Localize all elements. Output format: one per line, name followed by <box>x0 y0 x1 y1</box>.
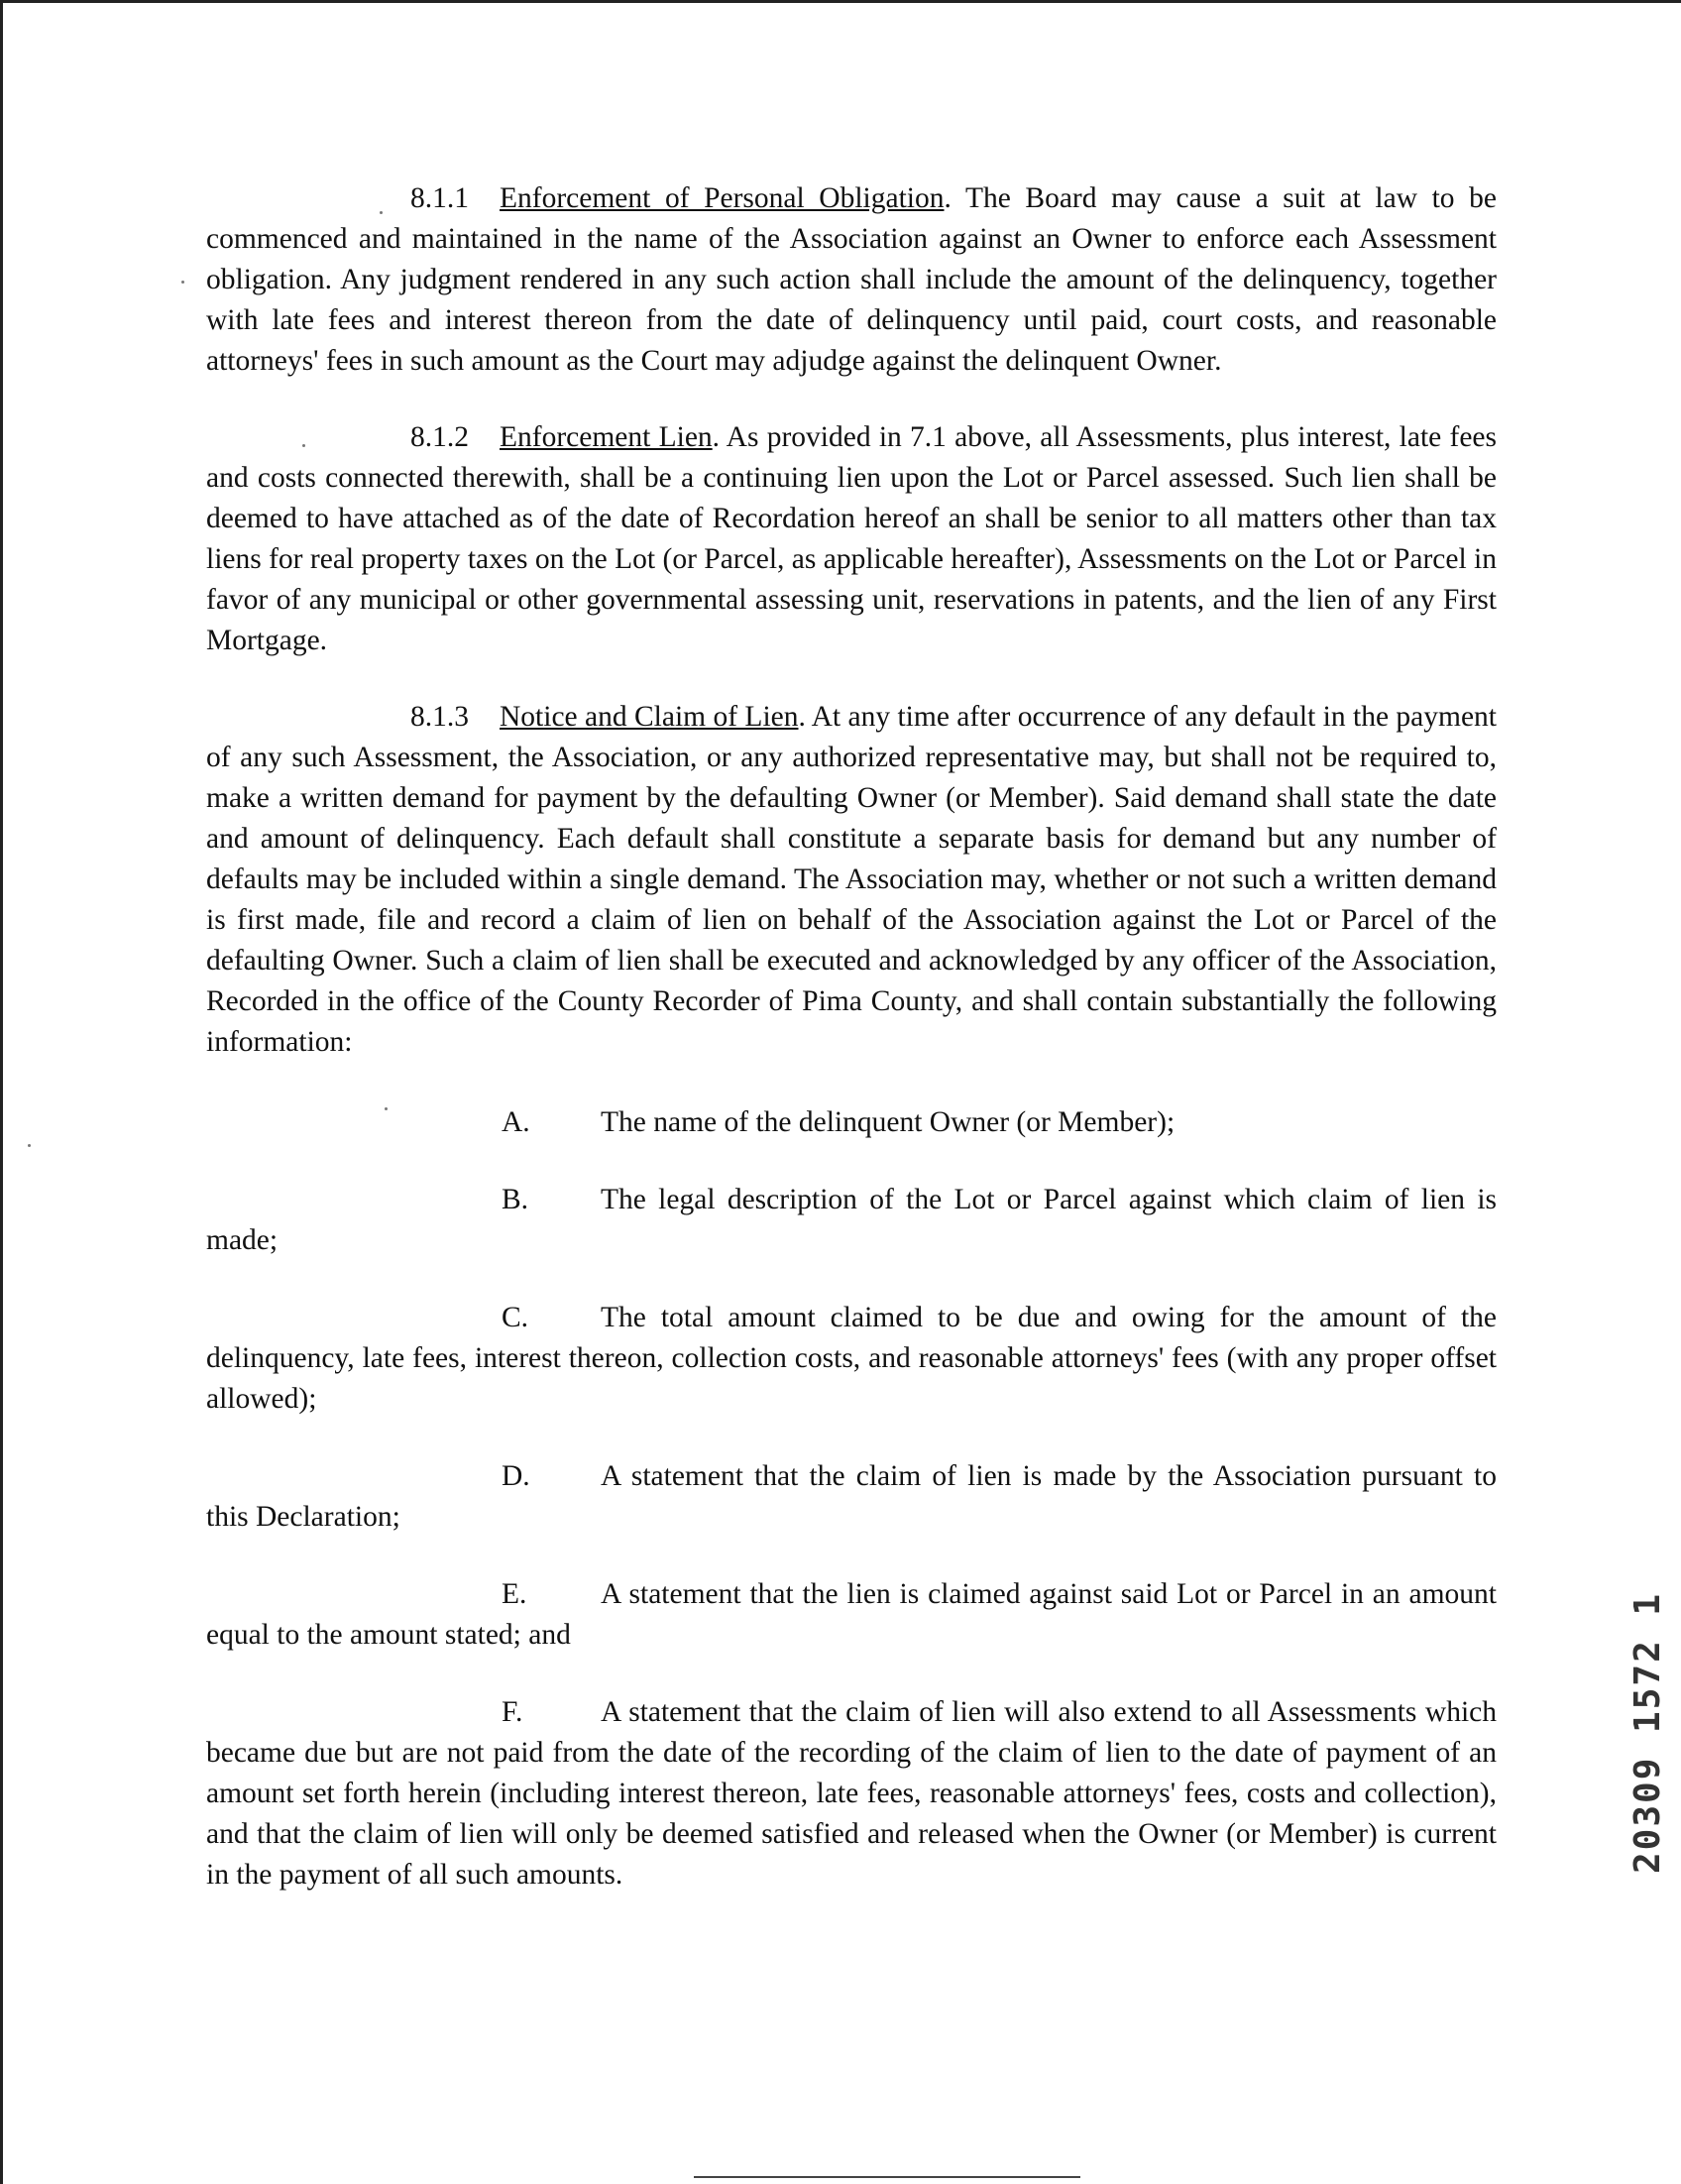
section-number: 8.1.2 <box>410 421 469 453</box>
item-letter: D. <box>502 1460 530 1492</box>
section-number: 8.1.1 <box>410 182 469 214</box>
scan-speck <box>28 1144 31 1147</box>
section-heading: Enforcement Lien <box>500 421 713 453</box>
scan-speck <box>385 1107 388 1110</box>
section-8-1-2 <box>206 417 1497 661</box>
item-text: A statement that the lien is claimed against said Lot or Parcel in an amount equal to the amount stated; and <box>206 1578 1497 1651</box>
list-item-d <box>206 1456 1497 1538</box>
item-text: The legal description of the Lot or Parcel against which claim of lien is made; <box>206 1184 1497 1256</box>
section-text: . As provided in 7.1 above, all Assessments, plus interest, late fees and costs connected therewith, shall be a continuing lien upon the Lot or Parcel assessed. Such lien shall be deemed to have attached as of the date of Recordation hereof an shall be senior to all matters other than tax liens for real property taxes on the Lot (or Parcel, as applicable hereafter), Assessments on the Lot or Parcel in favor of any municipal or other governmental assessing unit, reservations in patents, and the lien of any First Mortgage. <box>206 421 1498 656</box>
item-letter: E. <box>502 1578 527 1610</box>
list-item-f <box>206 1692 1497 1896</box>
item-text: The total amount claimed to be due and owing for the amount of the delinquency, late fees, interest thereon, collection costs, and reasonable attorneys' fees (with any proper offset allowed); <box>206 1302 1497 1415</box>
section-heading: Enforcement of Personal Obligation <box>500 182 945 214</box>
section-text: . The Board may cause a suit at law to be commenced and maintained in the name of the Association against an Owner to enforce each Assessment obligation. Any judgment rendered in any such action shall include the amount of the delinquency, together with late fees and interest thereon from the date of delinquency until paid, court costs, and reasonable attorneys' fees in such amount as the Court may adjudge against the delinquent Owner. <box>206 182 1497 377</box>
item-letter: C. <box>502 1302 529 1333</box>
list-item-a <box>206 1102 1497 1143</box>
item-text: A statement that the claim of lien will also extend to all Assessments which became due but are not paid from the date of the recording of the claim of lien to the date of payment of an amount set forth herein (including interest thereon, late fees, reasonable attorneys' fees, costs and collection), and that the claim of lien will only be deemed satisfied and released when the Owner (or Member) is current in the payment of all such amounts. <box>206 1696 1497 1891</box>
list-item-c <box>206 1298 1497 1420</box>
section-number: 8.1.3 <box>410 701 469 733</box>
item-letter: F. <box>502 1696 523 1728</box>
scan-speck <box>380 211 383 214</box>
section-8-1-1 <box>206 178 1497 382</box>
item-letter: A. <box>502 1106 530 1138</box>
item-text: The name of the delinquent Owner (or Member); <box>601 1106 1176 1138</box>
bottom-rule <box>694 2176 1080 2178</box>
recording-stamp: 20309 1572 1 <box>1627 1591 1668 1875</box>
scan-speck <box>181 281 184 284</box>
section-8-1-3 <box>206 697 1497 1063</box>
document-body <box>206 178 1497 1932</box>
list-item-e <box>206 1574 1497 1656</box>
list-item-b <box>206 1180 1497 1261</box>
scan-speck <box>302 444 305 447</box>
item-text: A statement that the claim of lien is made by the Association pursuant to this Declaration; <box>206 1460 1497 1533</box>
section-heading: Notice and Claim of Lien <box>500 701 799 733</box>
item-letter: B. <box>502 1184 529 1215</box>
section-text: . At any time after occurrence of any default in the payment of any such Assessment, the Association, or any authorized representative may, but shall not be required to, make a written demand for payment by the defaulting Owner (or Member). Said demand shall state the date and amount of delinquency. Each default shall constitute a separate basis for demand but any number of defaults may be included within a single demand. The Association may, whether or not such a written demand is first made, file and record a claim of lien on behalf of the Association against the Lot or Parcel of the defaulting Owner. Such a claim of lien shall be executed and acknowledged by any officer of the Association, Recorded in the office of the County Recorder of Pima County, and shall contain substantially the following information: <box>206 701 1497 1058</box>
